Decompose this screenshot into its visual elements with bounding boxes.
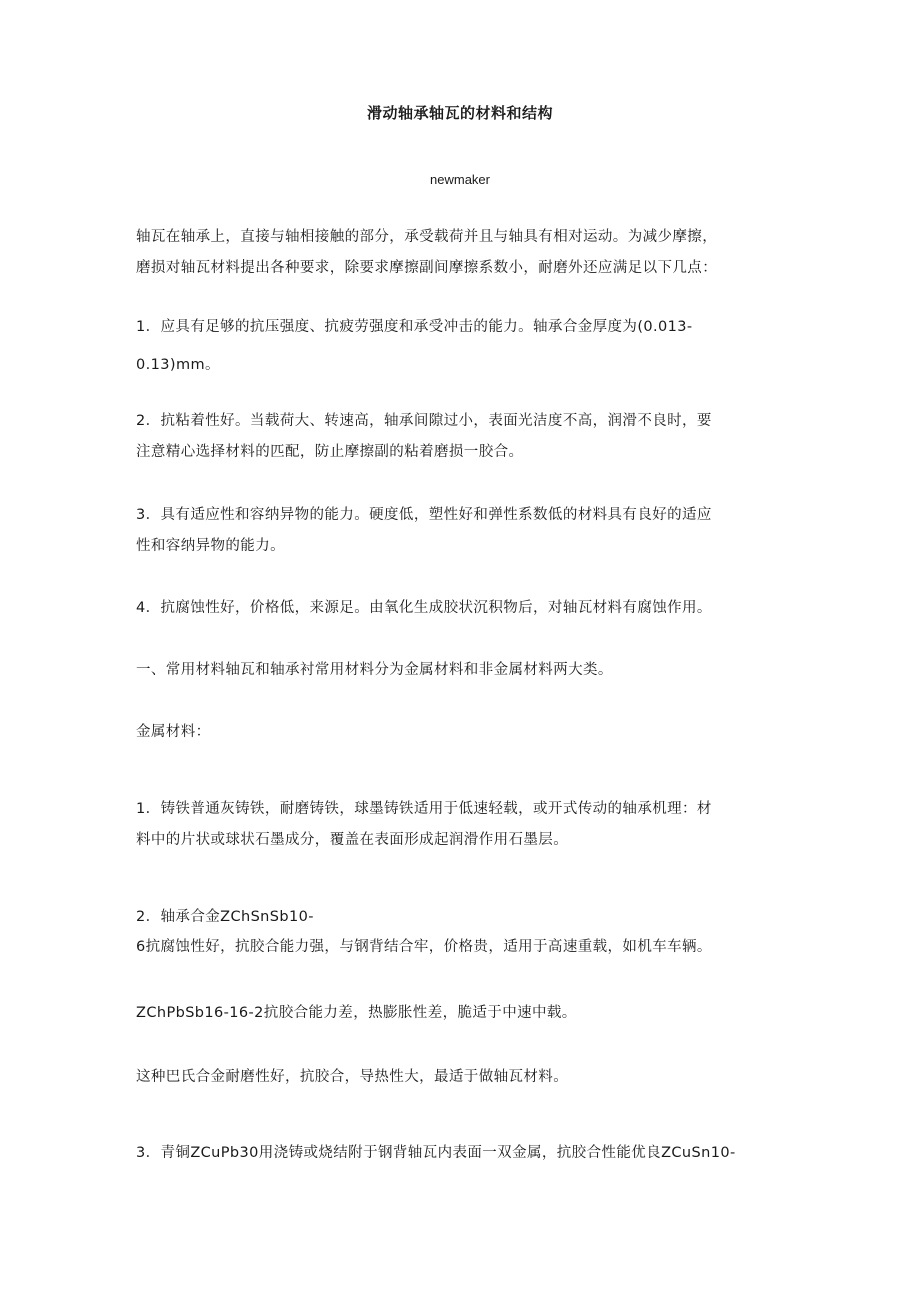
requirement-2-line-1: 2．抗粘着性好。当载荷大、转速高，轴承间隙过小，表面光洁度不高，润滑不良时，要 [136, 413, 712, 429]
metal-2-line-1: 2．轴承合金ZChSnSb10- [136, 909, 314, 925]
metal-heading-line: 金属材料： [136, 724, 211, 740]
section-1-heading [136, 655, 786, 686]
requirement-4-line: 4．抗腐蚀性好，价格低，来源足。由氧化生成胶状沉积物后，对轴瓦材料有腐蚀作用。 [136, 600, 712, 616]
intro-paragraph [136, 222, 786, 284]
metal-1-line-2: 料中的片状或球状石墨成分，覆盖在表面形成起润滑作用石墨层。 [136, 832, 569, 848]
metal-2-babbitt-line: 这种巴氏合金耐磨性好，抗胶合，导热性大，最适于做轴瓦材料。 [136, 1069, 569, 1085]
requirement-1-line-2: 0.13)mm。 [136, 357, 220, 373]
requirement-2-line-2: 注意精心选择材料的匹配，防止摩擦副的粘着磨损一胶合。 [136, 444, 524, 460]
requirement-2-paragraph [136, 406, 786, 468]
requirement-3-line-1: 3．具有适应性和容纳异物的能力。硬度低，塑性好和弹性系数低的材料具有良好的适应 [136, 507, 712, 523]
metal-materials-heading [136, 717, 786, 748]
metal-2-pb-line: ZChPbSb16-16-2抗胶合能力差，热膨胀性差，脆适于中速中载。 [136, 1005, 577, 1021]
document-author: newmaker [430, 172, 490, 187]
section-1-line: 一、常用材料轴瓦和轴承衬常用材料分为金属材料和非金属材料两大类。 [136, 662, 613, 678]
requirement-3-line-2: 性和容纳异物的能力。 [136, 538, 285, 554]
intro-line-2: 磨损对轴瓦材料提出各种要求，除要求摩擦副间摩擦系数小，耐磨外还应满足以下几点： [136, 260, 718, 276]
metal-2-babbitt-paragraph [136, 1062, 786, 1093]
metal-2-paragraph [136, 902, 786, 962]
metal-1-paragraph [136, 794, 786, 856]
document-title: 滑动轴承轴瓦的材料和结构 [366, 104, 553, 122]
requirement-1-line-1: 1．应具有足够的抗压强度、抗疲劳强度和承受冲击的能力。轴承合金厚度为(0.013- [136, 319, 693, 335]
metal-2-line-2: 6抗腐蚀性好，抗胶合能力强，与钢背结合牢，价格贵，适用于高速重载，如机车车辆。 [136, 939, 712, 955]
requirement-4-paragraph [136, 593, 786, 624]
metal-2-pb-paragraph [136, 998, 786, 1029]
metal-1-line-1: 1．铸铁普通灰铸铁，耐磨铸铁，球墨铸铁适用于低速轻载，或开式传动的轴承机理：材 [136, 801, 712, 817]
metal-3-paragraph [136, 1138, 786, 1169]
intro-line-1: 轴瓦在轴承上，直接与轴相接触的部分，承受载荷并且与轴具有相对运动。为减少摩擦， [136, 229, 718, 245]
metal-3-line: 3．青铜ZCuPb30用浇铸或烧结附于钢背轴瓦内表面一双金属，抗胶合性能优良ZCuSn10- [136, 1145, 736, 1161]
requirement-3-paragraph [136, 500, 786, 562]
requirement-1-paragraph [136, 308, 786, 384]
